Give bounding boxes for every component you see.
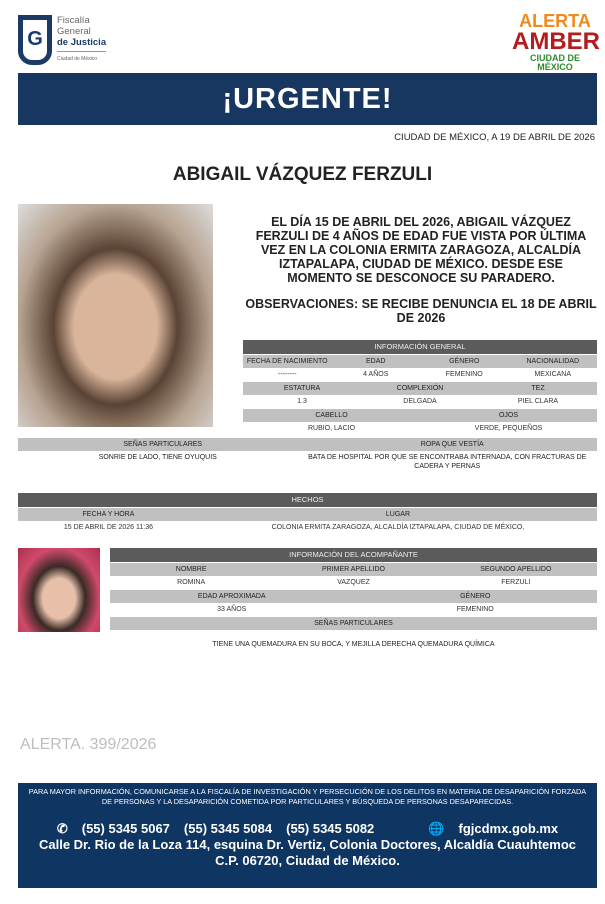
label: FECHA DE NACIMIENTO	[246, 358, 328, 365]
value: RUBIO, LACIO	[307, 425, 356, 432]
value: 33 AÑOS	[217, 606, 247, 613]
companion-table	[110, 548, 597, 630]
value: BATA DE HOSPITAL POR QUE SE ENCONTRABA INTERNADA, CON FRACTURAS DE CADERA Y PERNAS	[308, 454, 587, 470]
globe-icon: 🌐	[428, 821, 445, 836]
value: PIEL CLARA	[517, 398, 559, 405]
label: SEÑAS PARTICULARES	[314, 620, 393, 627]
logo-text: General	[57, 26, 91, 37]
label: EDAD	[366, 358, 386, 365]
value: VAZQUEZ	[337, 579, 370, 586]
alert-id: ALERTA. 399/2026	[20, 736, 157, 753]
phone-3[interactable]: (55) 5345 5082	[286, 821, 375, 836]
label: EDAD APROXIMADA	[197, 593, 266, 600]
table-header: INFORMACIÓN DEL ACOMPAÑANTE	[110, 548, 597, 562]
value: FERZULI	[501, 579, 531, 586]
missing-person-photo	[18, 204, 213, 427]
logo-text: Fiscalía	[57, 15, 90, 26]
value: SONRIE DE LADO, TIENE OYUQUIS	[98, 454, 217, 461]
value: VERDE, PEQUEÑOS	[474, 425, 543, 432]
value: 15 DE ABRIL DE 2026 11:36	[63, 524, 154, 531]
senas-ropa-table	[18, 437, 597, 471]
label: TEZ	[531, 385, 545, 392]
value: --------	[277, 371, 297, 378]
footer	[18, 783, 597, 888]
description: EL DÍA 15 DE ABRIL DEL 2026, ABIGAIL VÁZQUEZ FERZULI DE 4 AÑOS DE EDAD FUE VISTA POR ÚLTIMA VEZ EN LA COLONIA ERMITA ZARAGOZA, ALCALDÍA IZTAPALAPA, CIUDAD DE MÉXICO. DESDE ESE MOMENTO SE DESCONOCE SU PARADERO.	[255, 215, 587, 285]
logo-text: CIUDAD DE MÉXICO	[529, 53, 580, 72]
value: 4 AÑOS	[363, 371, 389, 378]
website-link[interactable]: fgjcdmx.gob.mx	[458, 821, 559, 836]
observaciones: OBSERVACIONES: SE RECIBE DENUNCIA EL 18 DE ABRIL DE 2026	[245, 297, 597, 325]
general-info-table	[243, 340, 597, 435]
value: COLONIA ERMITA ZARAGOZA, ALCALDÍA IZTAPALAPA, CIUDAD DE MÉXICO,	[271, 524, 525, 531]
address-line-1: Calle Dr. Rio de la Loza 114, esquina Dr. Vertiz, Colonia Doctores, Alcaldía Cuauhtemoc	[38, 837, 576, 852]
label: LUGAR	[385, 511, 411, 518]
label: ESTATURA	[283, 385, 321, 392]
label: NACIONALIDAD	[526, 358, 579, 365]
label: SEÑAS PARTICULARES	[123, 441, 203, 448]
companion-photo	[18, 548, 100, 632]
footer-info: PARA MAYOR INFORMACIÓN, COMUNICARSE A LA FISCALÍA DE INVESTIGACIÓN Y PERSECUCIÓN DE LOS DELITOS EN MATERIA DE DESAPARICIÓN FORZADA DE PERSONAS Y LA DESAPARICIÓN COMETIDA POR PARTICULARES Y BÚSQUEDA DE PERSONAS DESAPARECIDAS.	[28, 787, 587, 806]
logo-text: ALERTA	[519, 11, 591, 31]
table-header: INFORMACIÓN GENERAL	[243, 340, 597, 354]
label: PRIMER APELLIDO	[321, 566, 385, 573]
urgent-banner: ¡URGENTE!	[18, 73, 597, 125]
logo-text: AMBER	[512, 28, 600, 55]
label: ROPA QUE VESTÍA	[420, 441, 484, 448]
phone-1[interactable]: (55) 5345 5067	[81, 821, 170, 836]
value: ROMINA	[177, 579, 206, 586]
phone-2[interactable]: (55) 5345 5084	[183, 821, 273, 836]
missing-person-name: ABIGAIL VÁZQUEZ FERZULI	[172, 164, 433, 185]
label: NOMBRE	[175, 566, 207, 573]
value: DELGADA	[403, 398, 437, 405]
phone-icon: ✆	[56, 821, 68, 836]
value: FEMENINO	[445, 371, 483, 378]
table-header: HECHOS	[18, 493, 597, 507]
label: OJOS	[498, 412, 519, 419]
label: FECHA Y HORA	[82, 511, 135, 518]
date-line: CIUDAD DE MÉXICO, A 19 DE ABRIL DE 2026	[394, 132, 595, 143]
value: MEXICANA	[534, 371, 572, 378]
label: GÉNERO	[449, 358, 480, 365]
fgj-emblem-icon: G	[18, 15, 52, 65]
alerta-amber-logo	[512, 12, 598, 72]
label: GÉNERO	[460, 593, 491, 600]
label: SEGUNDO APELLIDO	[480, 566, 552, 573]
companion-senas-value: TIENE UNA QUEMADURA EN SU BOCA, Y MEJILLA DERECHA QUEMADURA QUÍMICA	[212, 641, 495, 648]
address-line-2: C.P. 06720, Ciudad de México.	[215, 853, 400, 868]
fgj-logo	[18, 15, 118, 71]
logo-text: de Justicia	[57, 37, 107, 48]
value: 1.3	[297, 398, 307, 405]
hechos-table	[18, 493, 597, 534]
logo-text: Ciudad de México	[57, 51, 106, 65]
label: CABELLO	[315, 412, 348, 419]
label: COMPLEXIÓN	[396, 385, 444, 392]
value: FEMENINO	[456, 606, 494, 613]
